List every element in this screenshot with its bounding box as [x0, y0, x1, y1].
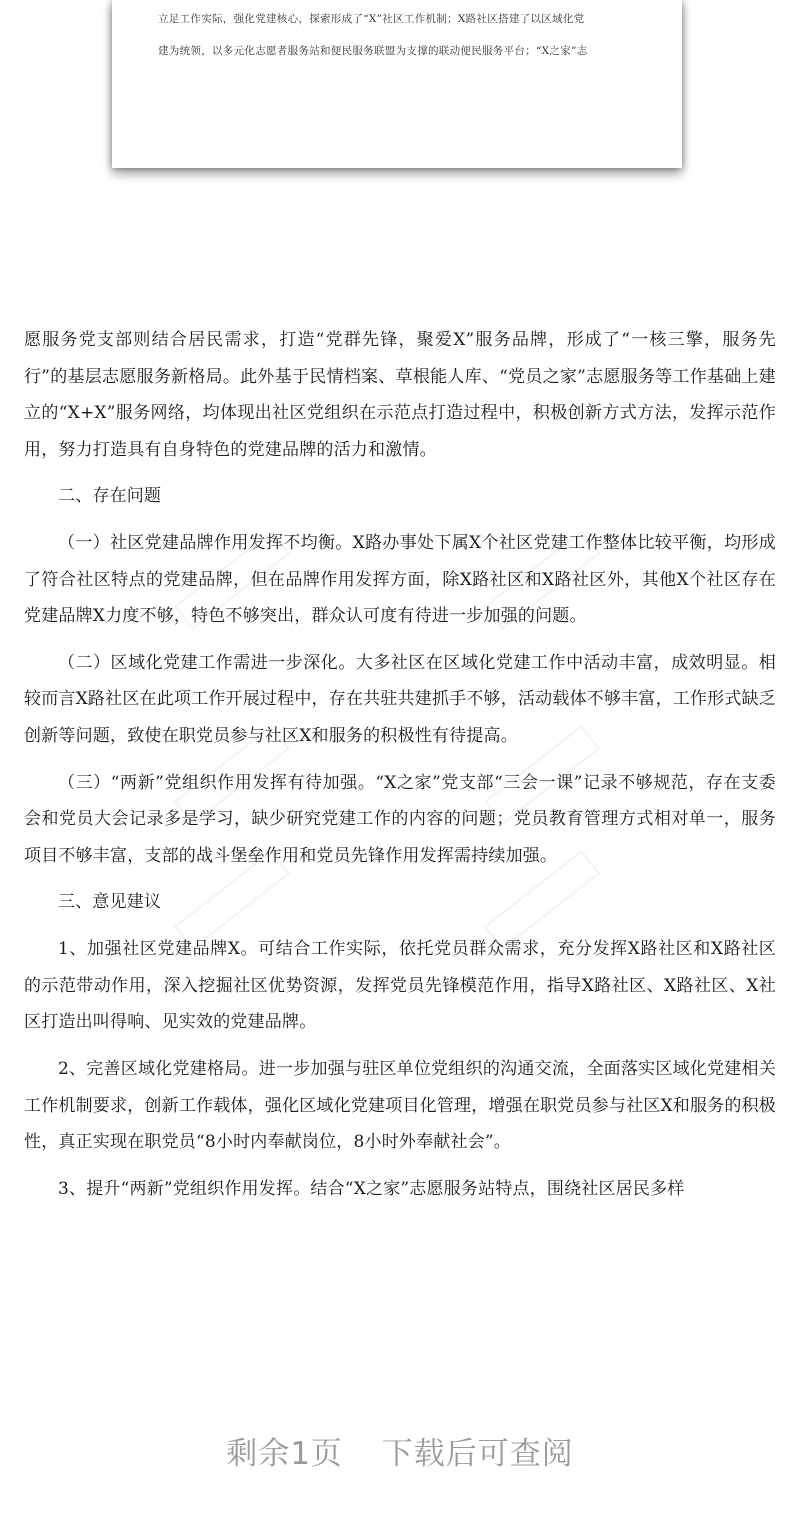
- document-body: [24, 322, 776, 1218]
- download-prompt[interactable]: [0, 1428, 800, 1473]
- paragraph-suggestion-1: 1、加强社区党建品牌X。可结合工作实际，依托党员群众需求，充分发挥X路社区和X路社区的示范带动作用，深入挖掘社区优势资源，发挥党员先锋模范作用，指导X路社区、X路社区、X社区打造出叫得响、见实效的党建品牌。: [24, 939, 776, 1033]
- paragraph-continuation: 愿服务党支部则结合居民需求，打造“党群先锋，聚爱X”服务品牌，形成了“一核三擎，服务先行”的基层志愿服务新格局。此外基于民情档案、草根能人库、“党员之家”志愿服务等工作基础上建立的“X+X”服务网络，均体现出社区党组织在示范点打造过程中，积极创新方式方法，发挥示范作用，努力打造具有自身特色的党建品牌的活力和激情。: [24, 330, 776, 460]
- section-heading-problems: 二、存在问题: [58, 486, 162, 507]
- paragraph-suggestion-2: 2、完善区域化党建格局。进一步加强与驻区单位党组织的沟通交流，全面落实区域化党建相关工作机制要求，创新工作载体，强化区域化党建项目化管理，增强在职党员参与社区X和服务的积极性，真正实现在职党员“8小时内奉献岗位，8小时外奉献社会”。: [24, 1059, 776, 1153]
- remaining-pages-label[interactable]: 剩余1页: [226, 1436, 343, 1472]
- paragraph-problem-2: （二）区域化党建工作需进一步深化。大多社区在区域化党建工作中活动丰富，成效明显。相较而言X路社区在此项工作开展过程中，存在共驻共建抓手不够，活动载体不够丰富，工作形式缺乏创新等问题，致使在职党员参与社区X和服务的积极性有待提高。: [24, 652, 776, 746]
- preview-line-1: 立足工作实际，强化党建核心，探索形成了“X”社区工作机制；X路社区搭建了以区域化党: [158, 13, 585, 25]
- download-to-view-label[interactable]: 下载后可查阅: [381, 1436, 574, 1472]
- paragraph-problem-1: （一）社区党建品牌作用发挥不均衡。X路办事处下属X个社区党建工作整体比较平衡，均形成了符合社区特点的党建品牌，但在品牌作用发挥方面，除X路社区和X路社区外，其他X个社区存在党建品牌X力度不够，特色不够突出，群众认可度有待进一步加强的问题。: [24, 533, 776, 627]
- paragraph-problem-3: （三）“两新”党组织作用发挥有待加强。“X之家”党支部“三会一课”记录不够规范，存在支委会和党员大会记录多是学习，缺少研究党建工作的内容的问题；党员教育管理方式相对单一，服务项目不够丰富，支部的战斗堡垒作用和党员先锋作用发挥需持续加强。: [24, 772, 776, 866]
- section-heading-suggestions: 三、意见建议: [58, 892, 162, 913]
- preview-line-2: 建为统领，以多元化志愿者服务站和便民服务联盟为支撑的联动便民服务平台；“X之家”志: [158, 45, 588, 57]
- preview-card: [112, 0, 682, 168]
- paragraph-suggestion-3: 3、提升“两新”党组织作用发挥。结合“X之家”志愿服务站特点，围绕社区居民多样: [58, 1178, 685, 1199]
